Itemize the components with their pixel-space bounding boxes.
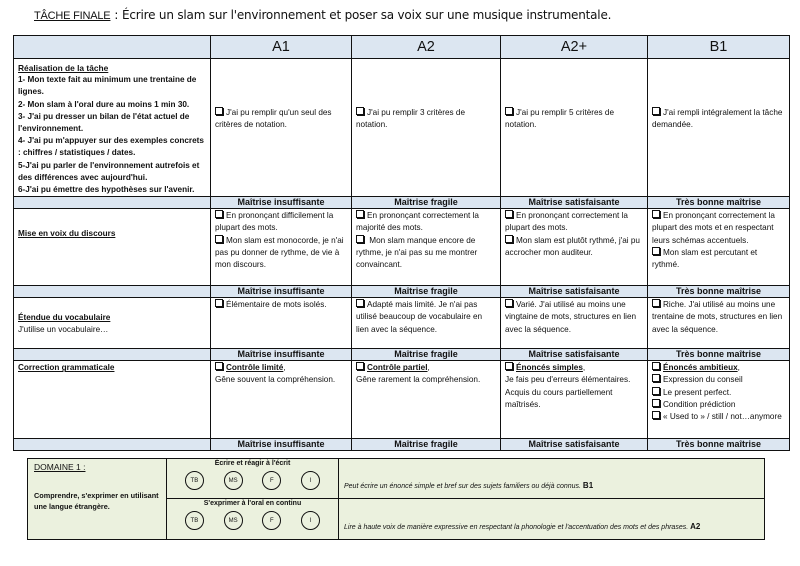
descriptor-cell xyxy=(352,298,501,349)
header-empty-cell xyxy=(14,36,211,59)
competency-descriptor: Lire à haute voix de manière expressive en respectant la phonologie et l'accentuation des mots et des phrases. xyxy=(344,523,689,531)
checkbox-icon[interactable] xyxy=(505,362,513,370)
checkbox-icon[interactable] xyxy=(356,107,364,115)
descriptor-cell xyxy=(211,59,352,197)
descriptor-text: J'ai rempli intégralement la tâche demandée. xyxy=(652,107,783,130)
rating-circles xyxy=(167,467,338,493)
task-criterion-item: 5-J'ai pu parler de l'environnement autrefois et des différences avec aujourd'hui. xyxy=(18,160,200,182)
checkbox-icon[interactable] xyxy=(505,210,513,218)
checkbox-icon[interactable] xyxy=(652,387,660,395)
mastery-label: Maîtrise insuffisante xyxy=(211,197,352,209)
descriptor-cell xyxy=(352,209,501,286)
mastery-label: Très bonne maîtrise xyxy=(648,286,790,298)
criterion-voice xyxy=(14,209,211,286)
mastery-empty-cell xyxy=(14,197,211,209)
checkbox-icon[interactable] xyxy=(652,210,660,218)
task-title-text: Écrire un slam sur l'environnement et poser sa voix sur une musique instrumentale. xyxy=(122,8,612,22)
checkbox-icon[interactable] xyxy=(215,107,223,115)
checkbox-icon[interactable] xyxy=(215,235,223,243)
descriptor-text: « Used to » / still / not…anymore xyxy=(663,412,782,422)
rating-circle-ms[interactable]: MS xyxy=(224,471,243,490)
descriptor-text: Acquis du cours partiellement maîtrisés. xyxy=(505,387,613,409)
mastery-label: Maîtrise satisfaisante xyxy=(501,349,648,361)
checkbox-icon[interactable] xyxy=(356,235,364,243)
level-header-a2: A2 xyxy=(352,36,501,59)
competency-descriptor: Peut écrire un énoncé simple et bref sur des sujets familiers ou déjà connus. xyxy=(344,483,581,490)
descriptor-text: Gêne rarement la compréhension. xyxy=(356,375,481,385)
rating-circle-ms[interactable]: MS xyxy=(224,511,243,530)
mastery-empty-cell xyxy=(14,439,211,451)
mastery-label: Maîtrise insuffisante xyxy=(211,349,352,361)
mastery-label: Maîtrise fragile xyxy=(352,439,501,451)
mastery-empty-cell xyxy=(14,349,211,361)
level-header-row xyxy=(14,36,790,59)
checkbox-icon[interactable] xyxy=(505,107,513,115)
descriptor-text: En prononçant correctement la plupart des mots et en respectant leurs schémas accentuels. xyxy=(652,211,775,245)
checkbox-icon[interactable] xyxy=(215,210,223,218)
criterion-grammar xyxy=(14,361,211,439)
descriptor-cell: Contrôle partiel, Gêne rarement la compréhension. xyxy=(352,361,501,439)
descriptor-text: Je fais peu d'erreurs élémentaires. xyxy=(505,375,631,385)
level-header-b1: B1 xyxy=(648,36,790,59)
descriptor-cell xyxy=(648,209,790,286)
domain-cell xyxy=(28,459,167,540)
criterion-task xyxy=(14,59,211,197)
domain-title: DOMAINE 1 : xyxy=(34,462,86,472)
descriptor-text: Élémentaire de mots isolés. xyxy=(226,300,327,310)
criterion-row-vocabulary xyxy=(14,298,790,349)
descriptor-text: Mon slam est percutant et rythmé. xyxy=(652,247,758,270)
descriptor-cell xyxy=(501,209,648,286)
checkbox-icon[interactable] xyxy=(505,235,513,243)
task-criterion-item: 6-J'ai pu émettre des hypothèses sur l'avenir. xyxy=(18,185,195,195)
mastery-label: Maîtrise fragile xyxy=(352,286,501,298)
checkbox-icon[interactable] xyxy=(652,247,660,255)
descriptor-text: En prononçant correctement la majorité des mots. xyxy=(356,211,479,233)
descriptor-cell xyxy=(352,59,501,197)
criterion-vocabulary xyxy=(14,298,211,349)
mastery-label: Maîtrise satisfaisante xyxy=(501,439,648,451)
competency-descriptor-cell xyxy=(339,459,765,499)
evaluation-grid xyxy=(13,35,790,451)
descriptor-cell xyxy=(501,59,648,197)
checkbox-icon[interactable] xyxy=(652,374,660,382)
descriptor-cell: Énoncés ambitieux, Expression du conseil Le present perfect. Condition prédiction « Used to » / still / not…anymore xyxy=(648,361,790,439)
task-title-separator: : xyxy=(110,7,123,22)
descriptor-cell xyxy=(211,298,352,349)
descriptor-heading: Énoncés simples xyxy=(516,363,583,373)
competency-level: B1 xyxy=(582,481,594,490)
competency-descriptor-cell xyxy=(339,499,765,540)
mastery-label: Maîtrise fragile xyxy=(352,197,501,209)
rating-circle-f[interactable]: F xyxy=(262,511,281,530)
mastery-label: Très bonne maîtrise xyxy=(648,439,790,451)
checkbox-icon[interactable] xyxy=(652,362,660,370)
domain-table xyxy=(27,458,765,540)
competency-cell xyxy=(167,499,339,540)
descriptor-heading: Contrôle limité xyxy=(226,363,284,373)
mastery-row xyxy=(14,349,790,361)
descriptor-cell xyxy=(501,298,648,349)
descriptor-text: Adapté mais limité. Je n'ai pas utilisé beaucoup de vocabulaire en lien avec la séquence. xyxy=(356,300,483,334)
mastery-row xyxy=(14,439,790,451)
criterion-row-grammar xyxy=(14,361,790,439)
descriptor-cell: Énoncés simples, Je fais peu d'erreurs élémentaires. Acquis du cours partiellement maîtrisés. xyxy=(501,361,648,439)
criterion-title: Étendue du vocabulaire xyxy=(18,312,111,322)
mastery-row xyxy=(14,286,790,298)
checkbox-icon[interactable] xyxy=(652,299,660,307)
task-title-label: TÂCHE FINALE xyxy=(34,10,111,22)
descriptor-text: Mon slam manque encore de rythme, je n'ai pas su me montrer convaincant. xyxy=(356,235,478,270)
descriptor-text: J'ai pu remplir qu'un seul des critères de notation. xyxy=(215,107,332,130)
task-criterion-item: 3- J'ai pu dresser un bilan de l'état actuel de l'environnement. xyxy=(18,111,190,134)
checkbox-icon[interactable] xyxy=(652,399,660,407)
mastery-label: Maîtrise satisfaisante xyxy=(501,286,648,298)
descriptor-text: Mon slam est plutôt rythmé, j'ai pu accrocher mon auditeur. xyxy=(505,235,640,257)
checkbox-icon[interactable] xyxy=(215,362,223,370)
descriptor-heading: Énoncés ambitieux xyxy=(663,363,738,373)
rating-circle-tb[interactable]: TB xyxy=(185,471,204,490)
domain-row-writing xyxy=(28,459,765,499)
descriptor-text: Condition prédiction xyxy=(663,399,736,409)
descriptor-text: Riche. J'ai utilisé au moins une trentaine de mots, structures en lien avec la séquence. xyxy=(652,300,783,334)
domain-description: Comprendre, s'exprimer en utilisant une langue étrangère. xyxy=(34,491,159,511)
competency-title: Écrire et réagir à l'écrit xyxy=(214,460,291,467)
descriptor-cell xyxy=(648,298,790,349)
rating-circle-f[interactable]: F xyxy=(262,471,281,490)
task-criterion-item: 4- J'ai pu m'appuyer sur des exemples concrets : chiffres / statistiques / dates. xyxy=(18,136,204,158)
descriptor-text: J'ai pu remplir 5 critères de notation. xyxy=(505,107,615,130)
criterion-row-task xyxy=(14,59,790,197)
checkbox-icon[interactable] xyxy=(356,299,364,307)
checkbox-icon[interactable] xyxy=(652,107,660,115)
competency-level: A2 xyxy=(690,521,701,531)
descriptor-text: Mon slam est monocorde, je n'ai pas pu donner de rythme, de vie à mon discours. xyxy=(215,235,344,270)
checkbox-icon[interactable] xyxy=(356,210,364,218)
competency-title: S'exprimer à l'oral en continu xyxy=(203,500,302,507)
task-title xyxy=(34,7,611,22)
criterion-title: Correction grammaticale xyxy=(18,363,115,373)
level-header-a1: A1 xyxy=(211,36,352,59)
task-criterion-item: 2- Mon slam à l'oral dure au moins 1 min 30. xyxy=(18,99,190,109)
rating-circle-tb[interactable]: TB xyxy=(185,511,204,530)
descriptor-text: Expression du conseil xyxy=(663,375,743,385)
descriptor-cell xyxy=(211,209,352,286)
rating-circles xyxy=(167,507,338,533)
descriptor-text: Varié. J'ai utilisé au moins une vingtaine de mots, structures en lien avec la séquence. xyxy=(505,300,637,334)
descriptor-cell: Contrôle limité, Gêne souvent la compréhension. xyxy=(211,361,352,439)
descriptor-cell xyxy=(648,59,790,197)
mastery-empty-cell xyxy=(14,286,211,298)
descriptor-text: Gêne souvent la compréhension. xyxy=(215,375,336,385)
descriptor-text: En prononçant difficilement la plupart des mots. xyxy=(215,211,334,233)
task-criterion-item: 1- Mon texte fait au minimum une trentaine de lignes. xyxy=(18,75,197,97)
descriptor-text: En prononçant correctement la plupart des mots. xyxy=(505,211,628,233)
checkbox-icon[interactable] xyxy=(356,362,364,370)
mastery-label: Maîtrise insuffisante xyxy=(211,439,352,451)
checkbox-icon[interactable] xyxy=(215,299,223,307)
criterion-title: Réalisation de la tâche xyxy=(18,63,109,73)
descriptor-heading: Contrôle partiel xyxy=(367,363,428,373)
mastery-label: Très bonne maîtrise xyxy=(648,197,790,209)
rating-circle-i[interactable]: I xyxy=(301,471,320,490)
competency-cell xyxy=(167,459,339,499)
mastery-label: Maîtrise satisfaisante xyxy=(501,197,648,209)
descriptor-text: Le present perfect. xyxy=(663,387,732,397)
rating-circle-i[interactable]: I xyxy=(301,511,320,530)
mastery-label: Maîtrise insuffisante xyxy=(211,286,352,298)
level-header-a2plus: A2+ xyxy=(501,36,648,59)
mastery-label: Très bonne maîtrise xyxy=(648,349,790,361)
criterion-row-voice xyxy=(14,209,790,286)
mastery-label: Maîtrise fragile xyxy=(352,349,501,361)
mastery-row xyxy=(14,197,790,209)
checkbox-icon[interactable] xyxy=(505,299,513,307)
criterion-subtitle: J'utilise un vocabulaire… xyxy=(18,324,109,334)
checkbox-icon[interactable] xyxy=(652,411,660,419)
descriptor-text: J'ai pu remplir 3 critères de notation. xyxy=(356,107,466,130)
criterion-title: Mise en voix du discours xyxy=(18,228,116,238)
